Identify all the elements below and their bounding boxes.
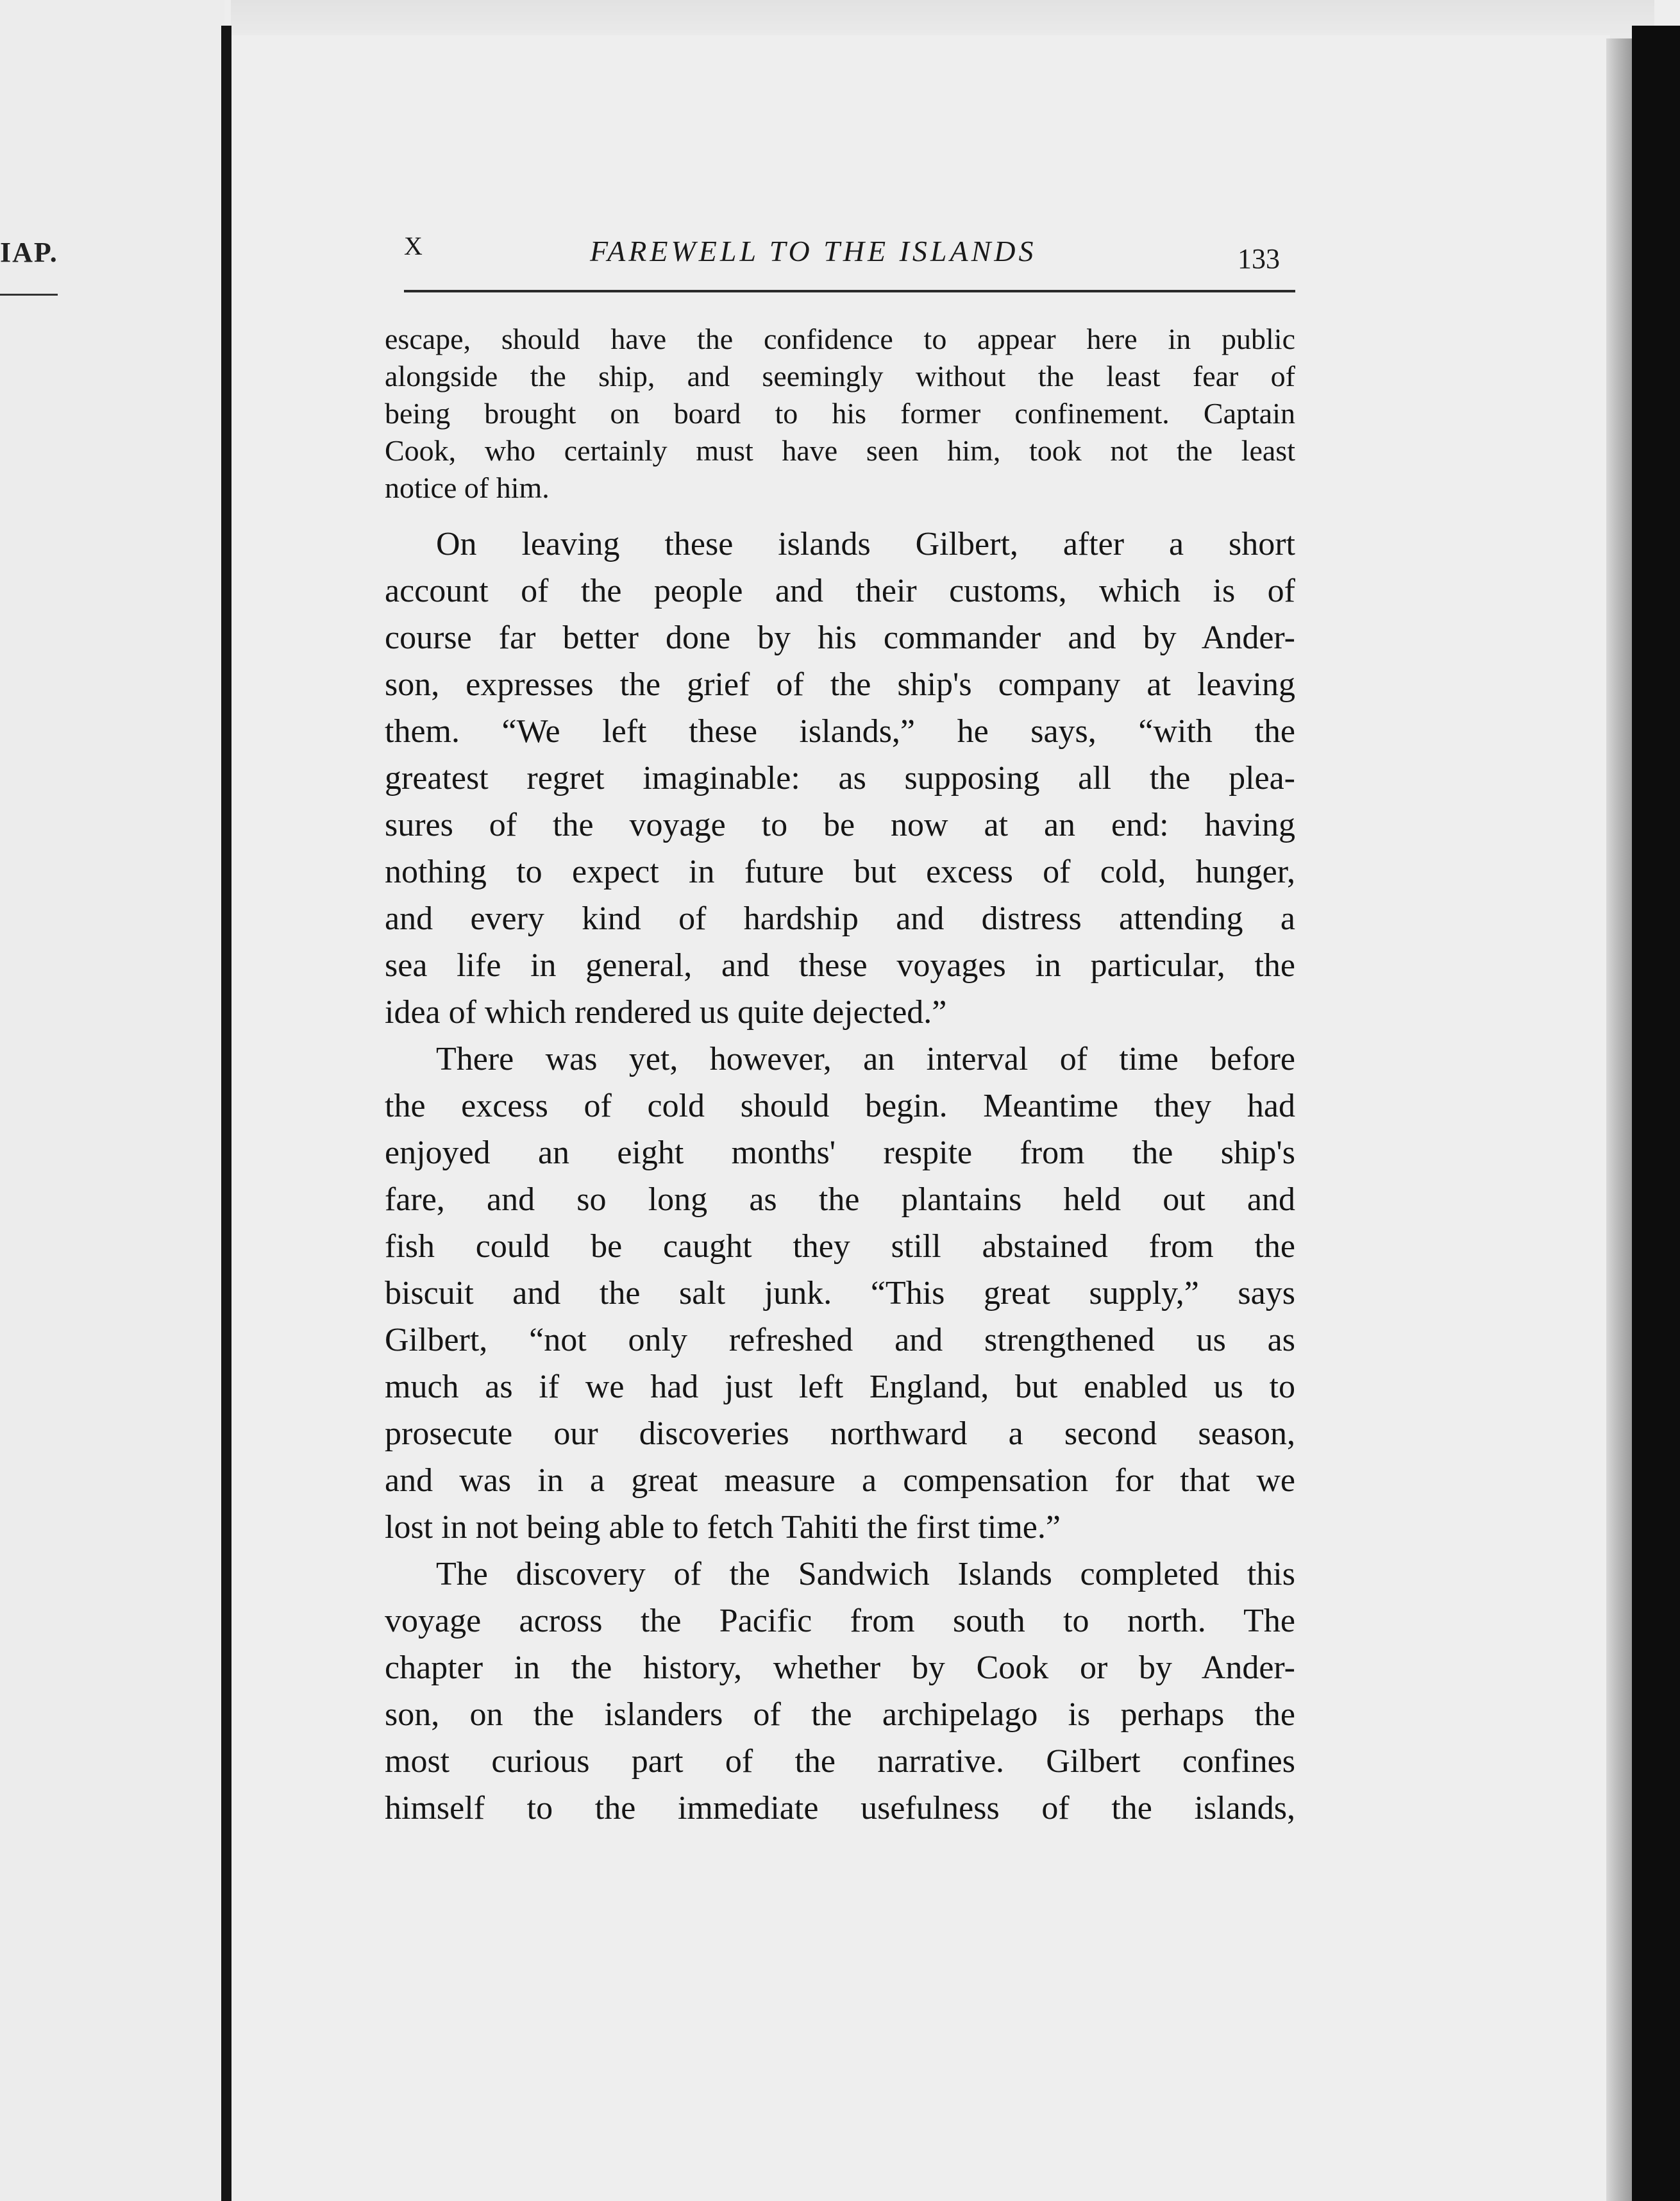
text-line: lost in not being able to fetch Tahiti the first time.” [385, 1509, 1061, 1546]
book-binding [1632, 26, 1680, 2201]
left-page-header-rule [0, 294, 58, 296]
text-line: course far better done by his commander and by Ander- [385, 620, 1295, 656]
text-line: chapter in the history, whether by Cook or by Ander- [385, 1649, 1295, 1686]
text-line: being brought on board to his former confinement. Captain [385, 397, 1295, 430]
text-line: On leaving these islands Gilbert, after a short [436, 526, 1295, 562]
running-title: FAREWELL TO THE ISLANDS [590, 235, 1037, 267]
text-line: The discovery of the Sandwich Islands completed this [436, 1556, 1295, 1592]
text-line: There was yet, however, an interval of time before [436, 1041, 1295, 1077]
text-line: and was in a great measure a compensation for that we [385, 1462, 1295, 1499]
text-line: biscuit and the salt junk. “This great supply,” says [385, 1275, 1295, 1311]
header-rule [404, 290, 1295, 292]
text-line: idea of which rendered us quite dejected.” [385, 994, 947, 1031]
text-line: nothing to expect in future but excess of cold, hunger, [385, 854, 1295, 890]
page-body [385, 321, 1295, 1832]
chapter-label: X [404, 232, 423, 260]
text-line: sea life in general, and these voyages in particular, the [385, 947, 1295, 984]
text-line: enjoyed an eight months' respite from the ship's [385, 1134, 1295, 1171]
book-gutter [221, 26, 231, 2201]
text-line: the excess of cold should begin. Meantime they had [385, 1088, 1295, 1124]
text-line: them. “We left these islands,” he says, “with the [385, 713, 1295, 750]
page-edge-stack [1606, 38, 1632, 2201]
text-line: fare, and so long as the plantains held out and [385, 1181, 1295, 1218]
text-line: himself to the immediate usefulness of the islands, [385, 1790, 1295, 1826]
text-line: fish could be caught they still abstained from the [385, 1228, 1295, 1265]
quote-paragraph [385, 321, 1295, 507]
text-line: prosecute our discoveries northward a second season, [385, 1415, 1295, 1452]
text-line: account of the people and their customs, which is of [385, 573, 1295, 609]
paragraph-leaving-islands [385, 521, 1295, 1036]
text-line: Gilbert, “not only refreshed and strengthened us as [385, 1322, 1295, 1358]
text-line: much as if we had just left England, but enabled us to [385, 1369, 1295, 1405]
text-line: most curious part of the narrative. Gilbert confines [385, 1743, 1295, 1780]
text-line: sures of the voyage to be now at an end: having [385, 807, 1295, 843]
text-line: voyage across the Pacific from south to north. The [385, 1603, 1295, 1639]
text-line: and every kind of hardship and distress attending a [385, 900, 1295, 937]
text-line: notice of him. [385, 471, 550, 504]
text-line: son, expresses the grief of the ship's company at leaving [385, 666, 1295, 703]
paragraph-interval-of-time [385, 1036, 1295, 1551]
text-line: greatest regret imaginable: as supposing all the plea- [385, 760, 1295, 797]
left-page [0, 0, 224, 2201]
left-page-running-header: IAP. [0, 237, 58, 268]
page-number: 133 [1238, 243, 1280, 274]
text-line: son, on the islanders of the archipelago is perhaps the [385, 1696, 1295, 1733]
text-line: alongside the ship, and seemingly without the least fear of [385, 360, 1295, 392]
paragraph-sandwich-islands [385, 1551, 1295, 1832]
text-line: escape, should have the confidence to appear here in public [385, 323, 1295, 355]
text-line: Cook, who certainly must have seen him, took not the least [385, 434, 1295, 467]
